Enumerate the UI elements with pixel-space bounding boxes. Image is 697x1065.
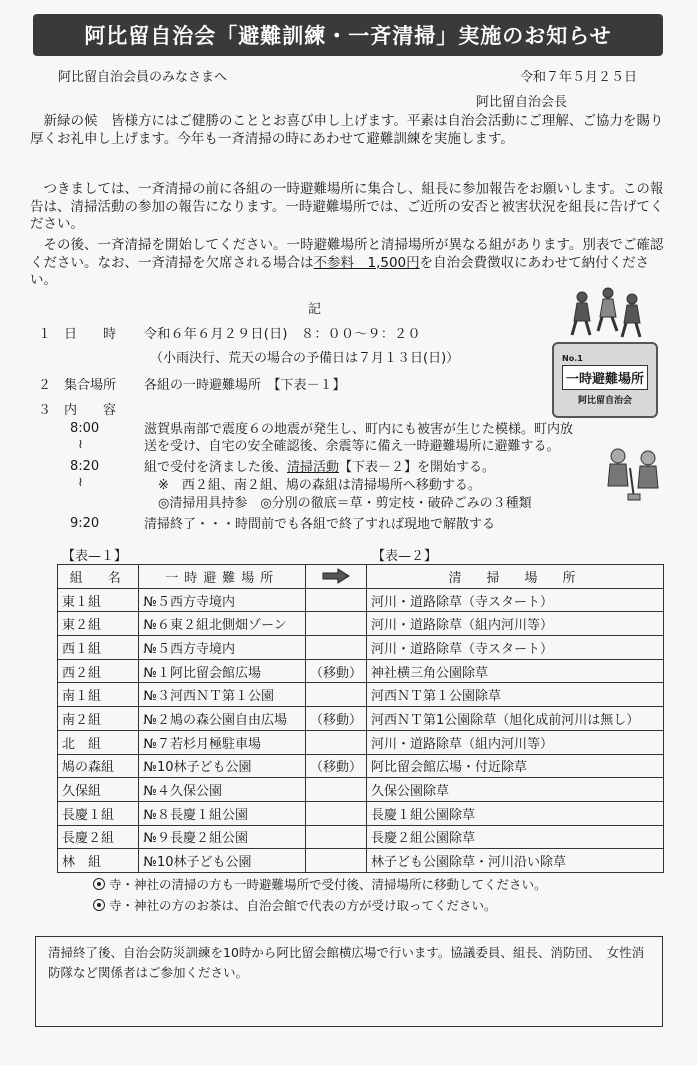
addressee: 阿比留自治会員のみなさまへ	[58, 70, 228, 85]
time-0920: 9:20	[70, 516, 100, 531]
clean-cell: 林子ども公園除草・河川沿い除草	[367, 849, 664, 873]
group-cell: 長慶１組	[58, 801, 139, 825]
table-1-label: 【表—１】	[62, 549, 128, 564]
move-cell	[305, 636, 366, 660]
group-schedule-table	[57, 564, 664, 873]
table-row	[58, 683, 664, 707]
paragraph-cleaning-text-b: を自治会費徴収にあわせて納付ください。	[30, 254, 650, 288]
table-row	[58, 659, 664, 683]
clean-cell: 河川・道路除草（組内河川等）	[367, 612, 664, 636]
move-cell: （移動）	[305, 707, 366, 731]
place-cell: №10林子ども公園	[139, 849, 306, 873]
table-row	[58, 849, 664, 873]
item-content-label: ３ 内 容	[38, 403, 117, 418]
header-place: 一時避難場所	[139, 565, 306, 589]
schedule-desc-reception-a: 組で受付を済ました後、	[144, 460, 288, 475]
header-clean: 清 掃 場 所	[367, 565, 664, 589]
table-row	[58, 825, 664, 849]
place-cell: №10林子ども公園	[139, 754, 306, 778]
item-date-note: （小雨決行、荒天の場合の予備日は７月１３日(日)）	[150, 351, 460, 366]
right-arrow-icon	[322, 568, 350, 584]
group-cell: 東１組	[58, 588, 139, 612]
move-cell	[305, 588, 366, 612]
move-cell	[305, 778, 366, 802]
group-cell: 西２組	[58, 659, 139, 683]
move-cell	[305, 801, 366, 825]
bullet-circle-icon	[93, 878, 105, 890]
table-2-label: 【表—２】	[372, 549, 438, 564]
clean-cell: 阿比留会館広場・付近除草	[367, 754, 664, 778]
clean-cell: 河西ＮＴ第１公園除草	[367, 683, 664, 707]
page-title: 阿比留自治会「避難訓練・一斉清掃」実施のお知らせ	[33, 14, 663, 56]
place-cell: №１阿比留会館広場	[139, 659, 306, 683]
evacuation-sign	[552, 342, 658, 418]
move-cell	[305, 612, 366, 636]
table-row	[58, 707, 664, 731]
table-row	[58, 612, 664, 636]
note-1-text: 寺・神社の清掃の方も一時避難場所で受付後、清掃場所に移動してください。	[109, 877, 547, 892]
group-cell: 東２組	[58, 612, 139, 636]
schedule-desc-reception	[144, 459, 604, 476]
cleanup-activity: 清掃活動	[287, 460, 340, 475]
group-cell: 北 組	[58, 730, 139, 754]
clean-cell: 河川・道路除草（組内河川等）	[367, 730, 664, 754]
item-place-value: 各組の一時避難場所 【下表－１】	[144, 378, 346, 393]
schedule-note-tools: ◎清掃用具持参 ◎分別の徹底＝草・剪定枝・破砕ごみの３種類	[158, 496, 532, 511]
table-row	[58, 801, 664, 825]
table-row	[58, 730, 664, 754]
bullet-circle-icon	[93, 899, 105, 911]
clean-cell: 長慶１組公園除草	[367, 801, 664, 825]
time-0820: 8:20	[70, 459, 100, 474]
schedule-desc-reception-b: 【下表－２】を開始する。	[339, 460, 496, 475]
table-row	[58, 636, 664, 660]
note-2-text: 寺・神社の方のお茶は、自治会館で代表の方が受け取ってください。	[109, 898, 497, 913]
table-body	[58, 588, 664, 872]
drill-notice-box: 清掃終了後、自治会防災訓練を10時から阿比留会館横広場で行います。協議委員、組長、消防団、 女性消防隊など関係者はご参加ください。	[35, 936, 663, 1027]
item-date-label: １ 日 時	[38, 327, 117, 342]
group-cell: 鳩の森組	[58, 754, 139, 778]
table-header-row	[58, 565, 664, 589]
evacuation-people-icon	[568, 287, 648, 339]
time-0800: 8:00	[70, 421, 100, 436]
place-cell: №５西方寺境内	[139, 588, 306, 612]
group-cell: 南１組	[58, 683, 139, 707]
place-cell: №６東２組北側畑ゾーン	[139, 612, 306, 636]
place-cell: №３河西ＮＴ第１公園	[139, 683, 306, 707]
paragraph-greeting: 新緑の候 皆様方にはご健勝のこととお喜び申し上げます。平素は自治会活動にご理解、ご協力を賜り厚くお礼申し上げます。今年も一斉清掃の時にあわせて避難訓練を実施します。	[30, 113, 664, 147]
move-cell	[305, 825, 366, 849]
clean-cell: 河西ＮＴ第1公園除草（旭化成前河川は無し）	[367, 707, 664, 731]
move-cell: （移動）	[305, 754, 366, 778]
note-1	[93, 875, 547, 893]
issue-date: 令和７年５月２５日	[520, 70, 638, 85]
group-cell: 長慶２組	[58, 825, 139, 849]
schedule-desc-evacuation: 滋賀県南部で震度６の地震が発生し、町内にも被害が生じた模様。町内放送を受け、自宅の安全確認後、余震等に備え一時避難場所に避難する。	[144, 422, 574, 454]
move-cell: （移動）	[305, 659, 366, 683]
group-cell: 西１組	[58, 636, 139, 660]
paragraph-cleaning-text-a: その後、一斉清掃を開始してください。一時避難場所と清掃場所が異なる組があります。別表でご確認ください。なお、一斉清掃を欠席される場合は	[30, 237, 664, 271]
schedule-note-move: ※ 西２組、南２組、鳩の森組は清掃場所へ移動する。	[158, 478, 481, 493]
move-cell	[305, 730, 366, 754]
item-place-label: ２ 集合場所	[38, 378, 117, 393]
move-cell	[305, 849, 366, 873]
table-row	[58, 754, 664, 778]
place-cell: №７若杉月極駐車場	[139, 730, 306, 754]
sender: 阿比留自治会長	[476, 95, 568, 110]
group-cell: 林 組	[58, 849, 139, 873]
note-2	[93, 896, 497, 914]
place-cell: №５西方寺境内	[139, 636, 306, 660]
absence-fee: 不参料 1,500円	[313, 254, 420, 271]
place-cell: №２鳩の森公園自由広場	[139, 707, 306, 731]
clean-cell: 神社横三角公園除草	[367, 659, 664, 683]
clean-cell: 久保公園除草	[367, 778, 664, 802]
ki-heading: 記	[308, 302, 322, 317]
move-cell	[305, 683, 366, 707]
clean-cell: 河川・道路除草（寺スタート）	[367, 636, 664, 660]
table-row	[58, 778, 664, 802]
group-cell: 久保組	[58, 778, 139, 802]
group-cell: 南２組	[58, 707, 139, 731]
paragraph-cleaning	[30, 237, 670, 290]
clean-cell: 長慶２組公園除草	[367, 825, 664, 849]
schedule-desc-end: 清掃終了・・・時間前でも各組で終了すれば現地で解散する	[144, 517, 496, 532]
time-range-mark: ≀	[78, 475, 83, 490]
paragraph-instructions: つきましては、一斉清掃の前に各組の一時避難場所に集合し、組長に参加報告をお願いします。この報告は、清掃活動の参加の報告になります。一時避難場所では、ご近所の安否と被害状況を組長に告げてください。	[30, 181, 664, 232]
item-date-value: 令和６年６月２９日(日) ８：００～９：２０	[144, 327, 421, 342]
sign-main-text: 一時避難場所	[562, 365, 648, 390]
time-range-mark: ≀	[78, 437, 83, 452]
sign-sub-text: 阿比留自治会	[577, 396, 632, 406]
place-cell: №４久保公園	[139, 778, 306, 802]
place-cell: №９長慶２組公園	[139, 825, 306, 849]
place-cell: №８長慶１組公園	[139, 801, 306, 825]
clean-cell: 河川・道路除草（寺スタート）	[367, 588, 664, 612]
sign-number: No.1	[562, 354, 583, 363]
table-row	[58, 588, 664, 612]
header-group: 組 名	[58, 565, 139, 589]
header-arrow	[305, 565, 366, 589]
evacuation-illustration	[550, 287, 665, 442]
